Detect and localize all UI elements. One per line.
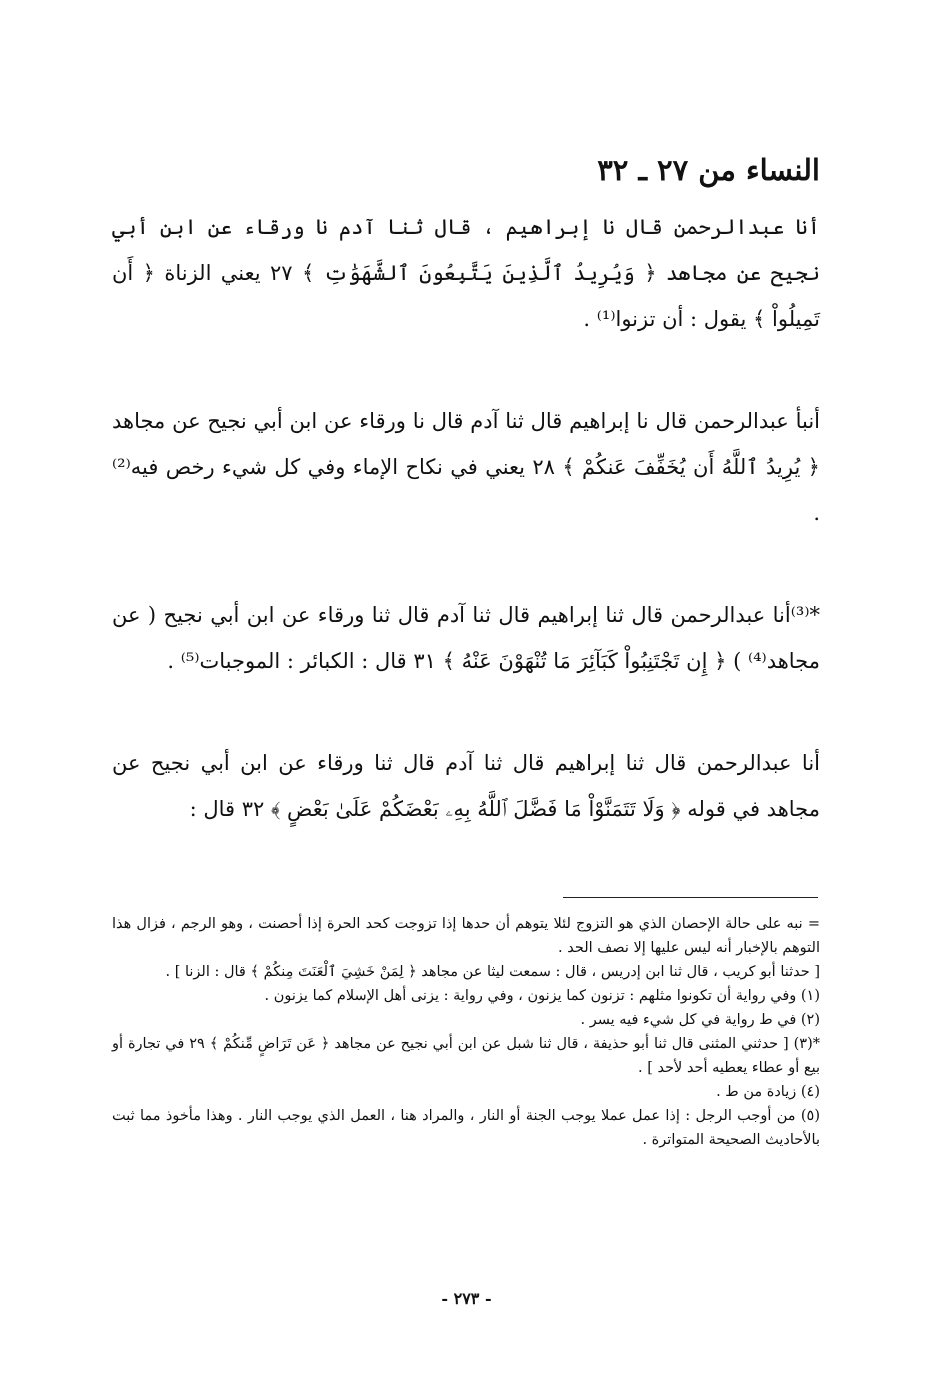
- footnote-bracket: [ حدثنا أبو كريب ، قال ثنا ابن إدريس ، قال : سمعت ليثا عن مجاهد ﴿ لِمَنْ خَشِيَ ٱلْعَنَتَ مِنكُمْ ﴾ قال : الزنا ] .: [165, 964, 820, 980]
- footnote-4: (٤) زيادة من ط .: [716, 1084, 820, 1100]
- paragraph-1: أنا عبدالرحمن قال نا إبراهيم ، قال ثنا آدم نا ورقاء عن ابن أبي نجيح عن مجاهد ﴿ وَيُرِيدُ ٱلَّذِينَ يَتَّبِعُونَ ٱلشَّهَوَٰتِ ﴾ ٢٧ يعني الزناة ﴿ أَن تَمِيلُواْ ﴾ يقول : أن تزنوا⁽¹⁾ .: [112, 215, 821, 331]
- footnote-2: (٢) في ط رواية في كل شيء فيه يسر .: [580, 1012, 820, 1028]
- page-number: - ٢٧٣ -: [441, 1289, 492, 1308]
- footnote-divider: [563, 897, 818, 898]
- footnote-5: (٥) من أوجب الرجل : إذا عمل عملا يوجب الجنة أو النار ، والمراد هنا ، العمل الذي يوجب النار . وهذا مأخوذ مما ثبت بالأحاديث الصحيحة المتواترة .: [112, 1108, 820, 1148]
- paragraph-2: أنبأ عبدالرحمن قال نا إبراهيم قال ثنا آدم قال نا ورقاء عن ابن أبي نجيح عن مجاهد ﴿ يُرِيدُ ٱللَّهُ أَن يُخَفِّفَ عَنكُمْ ﴾ ٢٨ يعني في نكاح الإماء وفي كل شيء رخص فيه⁽²⁾ .: [112, 409, 820, 525]
- footnotes: [112, 912, 820, 1152]
- main-text: [112, 150, 820, 832]
- paragraph-3: *⁽³⁾أنا عبدالرحمن قال ثنا إبراهيم قال ثنا آدم قال ثنا ورقاء عن ابن أبي نجيح ( عن مجاهد⁽⁴⁾ ) ﴿ إِن تَجْتَنِبُواْ كَبَآئِرَ مَا تُنْهَوْنَ عَنْهُ ﴾ ٣١ قال : الكبائر : الموجبات⁽⁵⁾ .: [112, 603, 820, 673]
- footnote-continuation: = نبه على حالة الإحصان الذي هو التزوج لئلا يتوهم أن حدها إذا تزوجت كحد الحرة إذا أحصنت ، وهو الرجم ، فزال هذا التوهم بالإخبار أنه ليس عليها إلا نصف الحد .: [112, 916, 820, 956]
- chapter-title: النساء من ٢٧ ـ ٣٢: [597, 153, 820, 187]
- paragraph-4: أنا عبدالرحمن قال ثنا إبراهيم قال ثنا آدم قال ثنا ورقاء عن ابن أبي نجيح عن مجاهد في قوله ﴿ وَلَا تَتَمَنَّوْاْ مَا فَضَّلَ ٱللَّهُ بِهِۦ بَعْضَكُمْ عَلَىٰ بَعْضٍ ﴾ ٣٢ قال :: [112, 751, 820, 821]
- footnote-3: *(٣) [ حدثني المثنى قال ثنا أبو حذيفة ، قال ثنا شبل عن ابن أبي نجيح عن مجاهد ﴿ عَن تَرَاضٍ مِّنكُمْ ﴾ ٢٩ في تجارة أو بيع أو عطاء يعطيه أحد لأحد ] .: [112, 1036, 821, 1076]
- footnote-1: (١) وفي رواية أن تكونوا مثلهم : تزنون كما يزنون ، وفي رواية : يزنى أهل الإسلام كما يزنون .: [264, 988, 820, 1004]
